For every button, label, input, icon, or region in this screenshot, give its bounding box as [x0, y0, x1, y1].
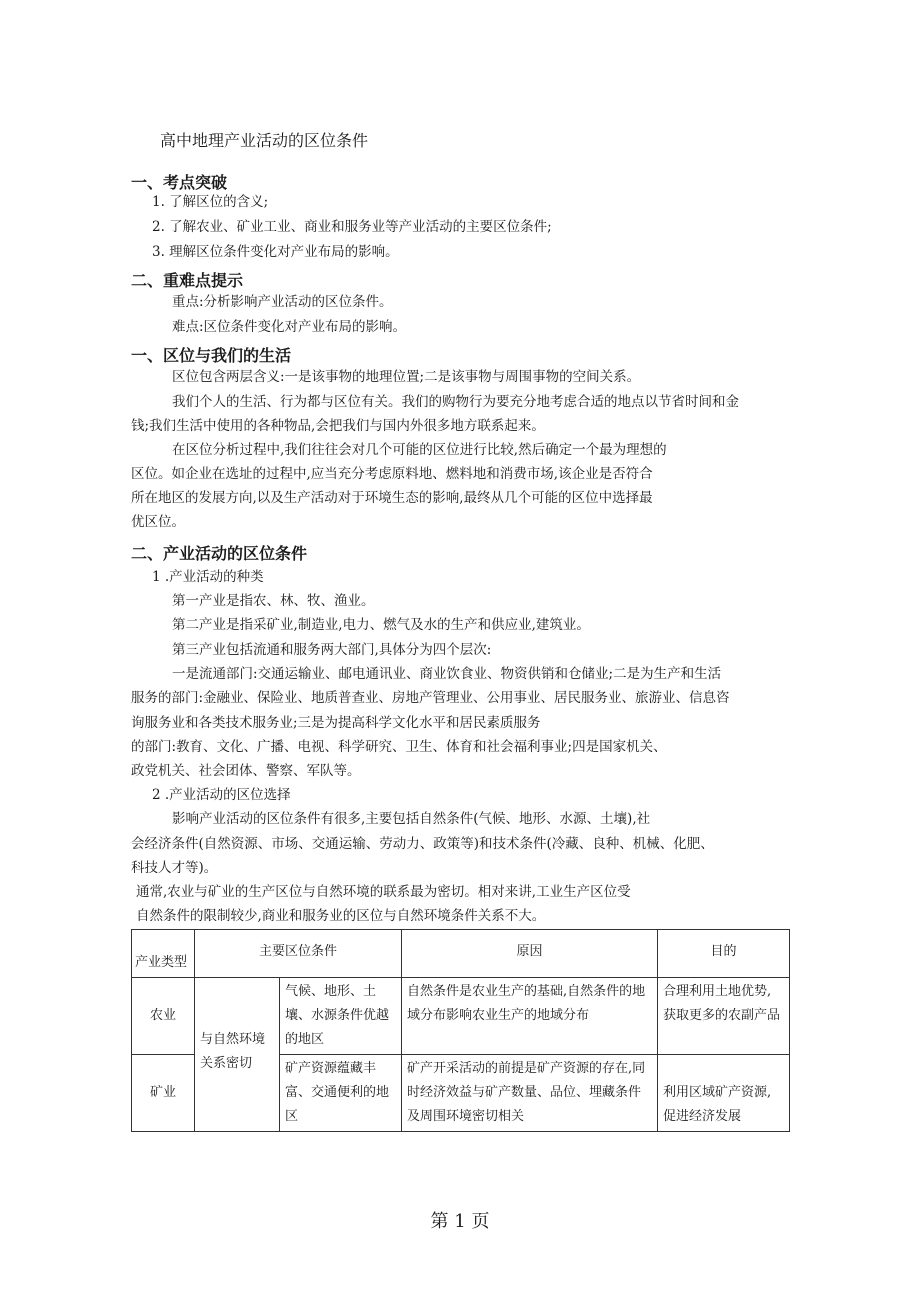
exam-point-2: 2. 了解农业、矿业工业、商业和服务业等产业活动的主要区位条件; [152, 219, 552, 235]
paragraph-line: 询服务业和各类技术服务业;三是为提高科学文化水平和居民素质服务 [131, 715, 541, 731]
paragraph-line: 优区位。 [131, 514, 185, 530]
header-industry-type: 产业类型 [132, 930, 195, 978]
key-point-focus: 重点:分析影响产业活动的区位条件。 [172, 294, 393, 310]
paragraph-line: 第一产业是指农、林、牧、渔业。 [172, 593, 375, 609]
row-type-agriculture: 农业 [132, 978, 195, 1055]
section-heading-location-life: 一、区位与我们的生活 [131, 346, 292, 365]
paragraph-line: 科技人才等)。 [131, 860, 218, 876]
paragraph-line: 服务的部门:金融业、保险业、地质普查业、房地产管理业、公用事业、居民服务业、旅游业、信息咨 [131, 690, 730, 706]
subheading-industry-types: 1 .产业活动的种类 [152, 569, 264, 585]
group-label-natural-environment: 与自然环境关系密切 [195, 978, 280, 1132]
row-goal-agriculture: 合理利用土地优势,获取更多的农副产品 [658, 978, 790, 1055]
exam-point-1: 1. 了解区位的含义; [152, 194, 269, 210]
header-reason: 原因 [402, 930, 658, 978]
paragraph-line: 我们个人的生活、行为都与区位有关。我们的购物行为要充分地考虑合适的地点以节省时间和金 [172, 394, 739, 410]
paragraph-line: 自然条件的限制较少,商业和服务业的区位与自然环境条件关系不大。 [136, 908, 546, 924]
paragraph-line: 一是流通部门:交通运输业、邮电通讯业、商业饮食业、物资供销和仓储业;二是为生产和生活 [172, 666, 722, 682]
section-heading-industry-conditions: 二、产业活动的区位条件 [131, 544, 308, 563]
key-point-difficulty: 难点:区位条件变化对产业布局的影响。 [172, 319, 407, 335]
paragraph-line: 的部门:教育、文化、广播、电视、科学研究、卫生、体育和社会福利事业;四是国家机关、 [131, 739, 667, 755]
row-goal-mining: 利用区域矿产资源,促进经济发展 [658, 1055, 790, 1132]
paragraph-line: 在区位分析过程中,我们往往会对几个可能的区位进行比较,然后确定一个最为理想的 [172, 442, 667, 458]
row-condition-agriculture: 气候、地形、土壤、水源条件优越的地区 [280, 978, 402, 1055]
paragraph-line: 钱;我们生活中使用的各种物品,会把我们与国内外很多地方联系起来。 [131, 418, 545, 434]
row-reason-agriculture: 自然条件是农业生产的基础,自然条件的地域分布影响农业生产的地域分布 [402, 978, 658, 1055]
row-condition-mining: 矿产资源蕴藏丰富、交通便利的地区 [280, 1055, 402, 1132]
section-heading-key-points: 二、重难点提示 [131, 271, 244, 290]
page-number: 第 1 页 [430, 1211, 490, 1232]
paragraph-line: 影响产业活动的区位条件有很多,主要包括自然条件(气候、地形、水源、土壤),社 [172, 811, 651, 827]
header-main-conditions: 主要区位条件 [195, 930, 402, 978]
row-type-mining: 矿业 [132, 1055, 195, 1132]
page-title: 高中地理产业活动的区位条件 [160, 131, 369, 150]
paragraph-line: 通常,农业与矿业的生产区位与自然环境的联系最为密切。相对来讲,工业生产区位受 [136, 884, 631, 900]
header-goal: 目的 [658, 930, 790, 978]
location-conditions-table [131, 929, 789, 1125]
paragraph-line: 区位包含两层含义:一是该事物的地理位置;二是该事物与周围事物的空间关系。 [172, 369, 641, 385]
exam-point-3: 3. 理解区位条件变化对产业布局的影响。 [152, 244, 399, 260]
row-reason-mining: 矿产开采活动的前提是矿产资源的存在,同时经济效益与矿产数量、品位、埋藏条件及周围环境密切相关 [402, 1055, 658, 1132]
paragraph-line: 所在地区的发展方向,以及生产活动对于环境生态的影响,最终从几个可能的区位中选择最 [131, 490, 653, 506]
paragraph-line: 政党机关、社会团体、警察、军队等。 [131, 763, 361, 779]
paragraph-line: 会经济条件(自然资源、市场、交通运输、劳动力、政策等)和技术条件(冷藏、良种、机械、化肥、 [131, 836, 714, 852]
paragraph-line: 第三产业包括流通和服务两大部门,具体分为四个层次: [172, 642, 492, 658]
paragraph-line: 第二产业是指采矿业,制造业,电力、燃气及水的生产和供应业,建筑业。 [172, 617, 590, 633]
subheading-location-choice: 2 .产业活动的区位选择 [152, 787, 291, 803]
paragraph-line: 区位。如企业在选址的过程中,应当充分考虑原料地、燃料地和消费市场,该企业是否符合 [131, 466, 653, 482]
section-heading-exam-points: 一、考点突破 [131, 173, 228, 192]
